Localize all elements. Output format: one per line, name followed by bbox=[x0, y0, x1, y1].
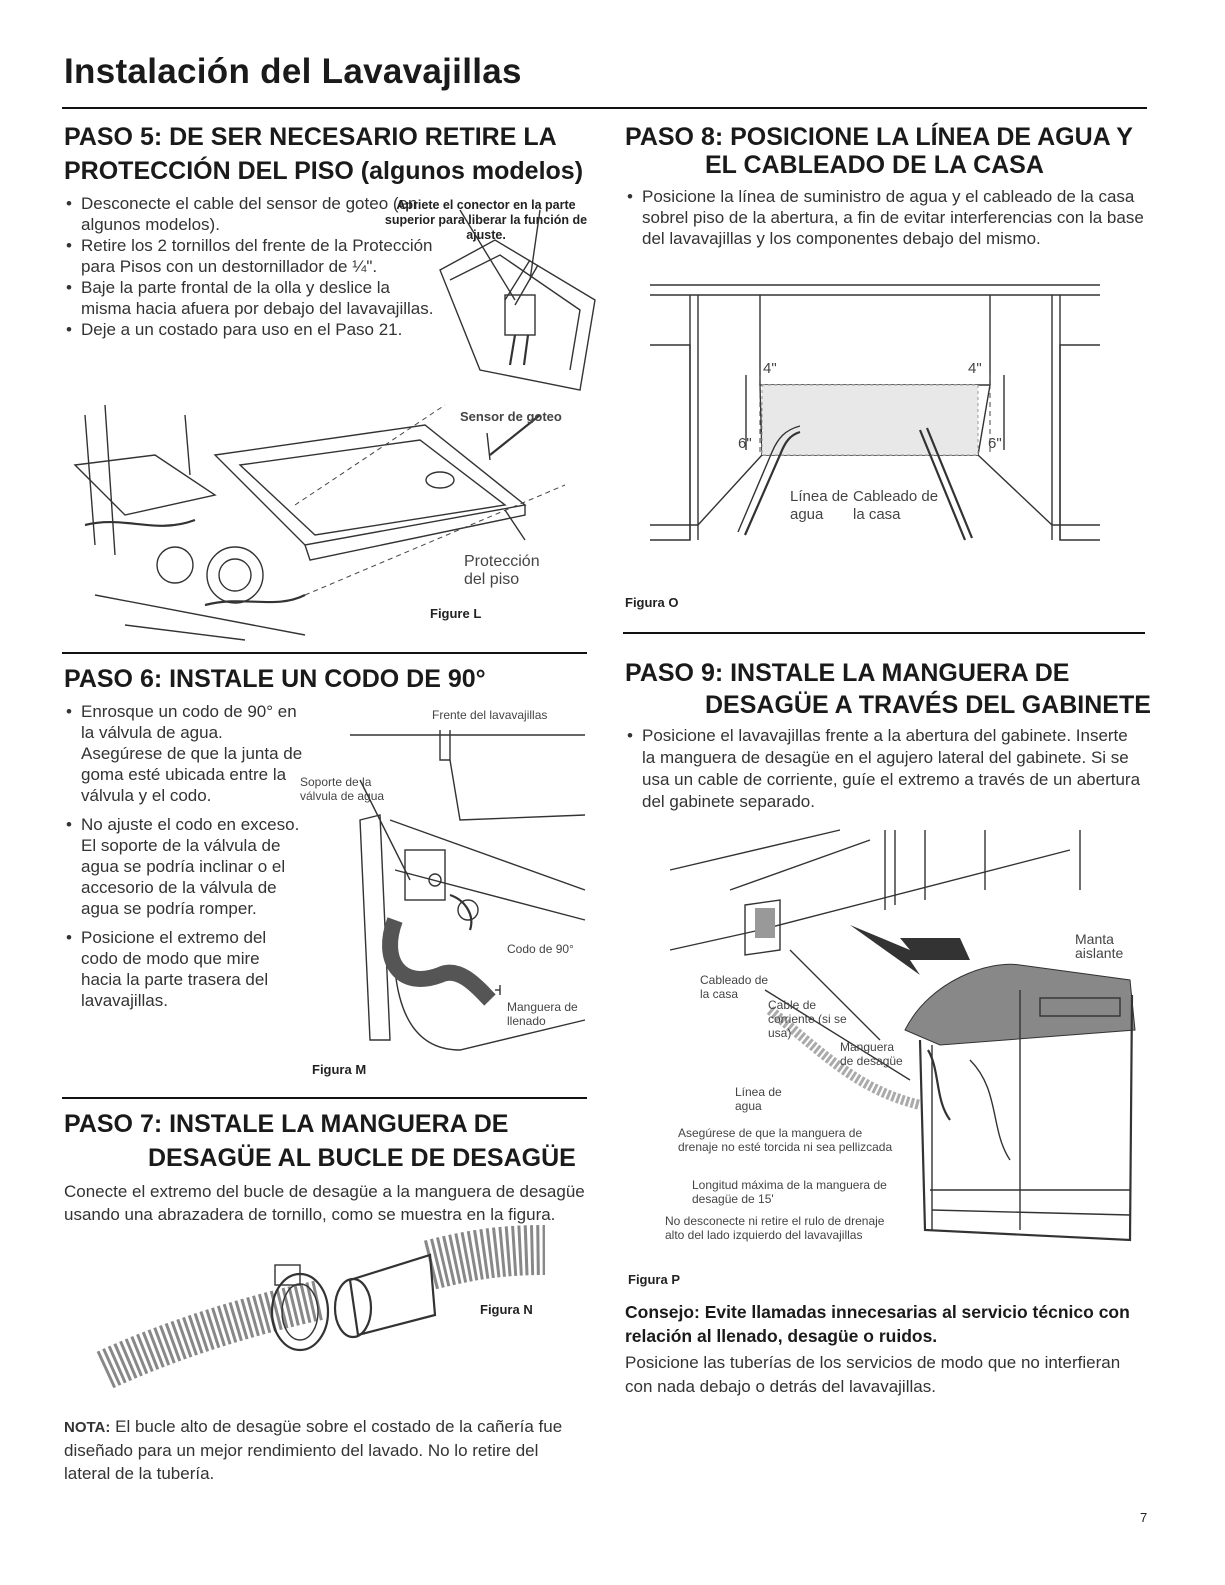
paso6-heading: PASO 6: INSTALE UN CODO DE 90° bbox=[64, 665, 486, 693]
paso6-bullet: • Posicione el extremo del codo de modo que mire hacia la parte trasera del lavavajillas. bbox=[64, 927, 304, 1011]
figure-l-drawing bbox=[65, 395, 585, 645]
title-rule bbox=[62, 107, 1147, 109]
paso5-bullets bbox=[64, 193, 434, 340]
figure-o-drawing bbox=[650, 280, 1110, 580]
paso5-bullet: • Desconecte el cable del sensor de goteo (en algunos modelos). bbox=[64, 193, 434, 235]
paso8-heading-line2: EL CABLEADO DE LA CASA bbox=[705, 151, 1044, 179]
paso8-rule bbox=[623, 632, 1145, 634]
paso5-heading-line2: PROTECCIÓN DEL PISO (algunos modelos) bbox=[64, 157, 584, 185]
label-frente-lavavajillas: Frente del lavavajillas bbox=[432, 708, 548, 722]
paso8-heading-line1: PASO 8: POSICIONE LA LÍNEA DE AGUA Y bbox=[625, 123, 1133, 151]
figure-m-caption: Figura M bbox=[312, 1062, 367, 1077]
label-proteccion-del-piso: Protección del piso bbox=[464, 553, 540, 588]
figure-l-caption: Figure L bbox=[430, 606, 482, 621]
page-title: Instalación del Lavavajillas bbox=[64, 52, 522, 91]
label-linea-de-agua-p: Línea de agua bbox=[735, 1085, 782, 1113]
page-number: 7 bbox=[1140, 1510, 1148, 1525]
dim-4-right: 4" bbox=[968, 360, 982, 377]
label-soporte-valvula: Soporte de la válvula de agua bbox=[300, 775, 385, 803]
dim-6-right: 6" bbox=[988, 435, 1002, 452]
dim-6-left: 6" bbox=[738, 435, 752, 452]
paso6-bullets bbox=[64, 701, 304, 1011]
consejo-heading: Consejo: Evite llamadas innecesarias al servicio técnico con relación al llenado, desagüe o ruidos. bbox=[625, 1302, 1130, 1346]
paso5-bullet: • Deje a un costado para uso en el Paso 21. bbox=[64, 319, 434, 340]
label-longitud-maxima: Longitud máxima de la manguera de desagüe de 15' bbox=[692, 1178, 887, 1206]
dim-4-left: 4" bbox=[763, 360, 777, 377]
paso5-bullet: • Retire los 2 tornillos del frente de la Protección para Pisos con un destornillador de ¼". bbox=[64, 235, 434, 277]
paso5-bullet: • Baje la parte frontal de la olla y deslice la misma hacia afuera por debajo del lavavajillas. bbox=[64, 277, 434, 319]
label-asegurese: Asegúrese de que la manguera de drenaje no esté torcida ni sea pellizcada bbox=[678, 1126, 893, 1154]
paso7-heading-line2: DESAGÜE AL BUCLE DE DESAGÜE bbox=[148, 1144, 576, 1172]
paso6-rule bbox=[62, 1097, 587, 1099]
paso5-connector-note: Apriete el conector en la parte superior para liberar la función de ajuste. bbox=[384, 198, 588, 242]
figure-p-caption: Figura P bbox=[628, 1272, 681, 1287]
note-label: NOTA: bbox=[64, 1419, 111, 1436]
label-cableado-casa-p: Cableado de la casa bbox=[700, 973, 769, 1001]
figure-n-caption: Figura N bbox=[480, 1302, 533, 1317]
paso9-bullets bbox=[625, 725, 1145, 813]
paso5-rule bbox=[62, 652, 587, 654]
figure-m-drawing bbox=[340, 720, 590, 1065]
paso9-heading-line2: DESAGÜE A TRAVÉS DEL GABINETE bbox=[705, 691, 1151, 719]
label-linea-de-agua-o: Línea de agua bbox=[790, 488, 849, 523]
consejo-text: Posicione las tuberías de los servicios de modo que no interfieran con nada debajo o detrás del lavavajillas. bbox=[625, 1353, 1121, 1396]
paso5-heading-line1: PASO 5: DE SER NECESARIO RETIRE LA bbox=[64, 123, 557, 151]
label-manta-aislante: Manta aislante bbox=[1075, 931, 1124, 961]
connector-illustration bbox=[420, 240, 600, 410]
paso9-heading-line1: PASO 9: INSTALE LA MANGUERA DE bbox=[625, 659, 1070, 687]
paso9-bullet: • Posicione el lavavajillas frente a la abertura del gabinete. Inserte la manguera de desagüe en el agujero lateral del gabinete. Si se usa un cable de corriente, guíe el extremo a través de un abertura del gabinete separado. bbox=[625, 725, 1145, 813]
label-manguera-llenado: Manguera de llenado bbox=[507, 1000, 578, 1028]
label-no-desconecte: No desconecte ni retire el rulo de drenaje alto del lado izquierdo del lavavajillas bbox=[665, 1214, 885, 1242]
paso8-bullets bbox=[625, 186, 1145, 249]
label-sensor-de-goteo: Sensor de goteo bbox=[460, 409, 562, 424]
label-codo-90: Codo de 90° bbox=[507, 942, 574, 956]
label-manguera-desague: Manguera de desagüe bbox=[840, 1040, 903, 1068]
paso7-note bbox=[64, 1415, 589, 1485]
paso7-text: Conecte el extremo del bucle de desagüe a la manguera de desagüe usando una abrazadera de tornillo, como se muestra en la figura. bbox=[64, 1182, 585, 1224]
figure-o-caption: Figura O bbox=[625, 595, 679, 610]
label-cableado-casa-o: Cableado de la casa bbox=[853, 488, 939, 523]
label-cable-corriente: Cable de corriente (si se usa) bbox=[768, 998, 847, 1040]
paso7-heading-line1: PASO 7: INSTALE LA MANGUERA DE bbox=[64, 1110, 509, 1138]
paso6-bullet: • Enrosque un codo de 90° en la válvula de agua. Asegúrese de que la junta de goma esté ubicada entre la válvula y el codo. bbox=[64, 701, 304, 806]
paso6-bullet: • No ajuste el codo en exceso. El soporte de la válvula de agua se podría inclinar o el accesorio de la válvula de agua se podría romper. bbox=[64, 814, 304, 919]
note-text: El bucle alto de desagüe sobre el costado de la cañería fue diseñado para un mejor rendimiento del lavado. No lo retire del lateral de la tubería. bbox=[64, 1417, 563, 1483]
paso8-bullet: • Posicione la línea de suministro de agua y el cableado de la casa sobrel piso de la abertura, a fin de evitar interferencias con la base del lavavajillas y los componentes debajo del mismo. bbox=[625, 186, 1145, 249]
